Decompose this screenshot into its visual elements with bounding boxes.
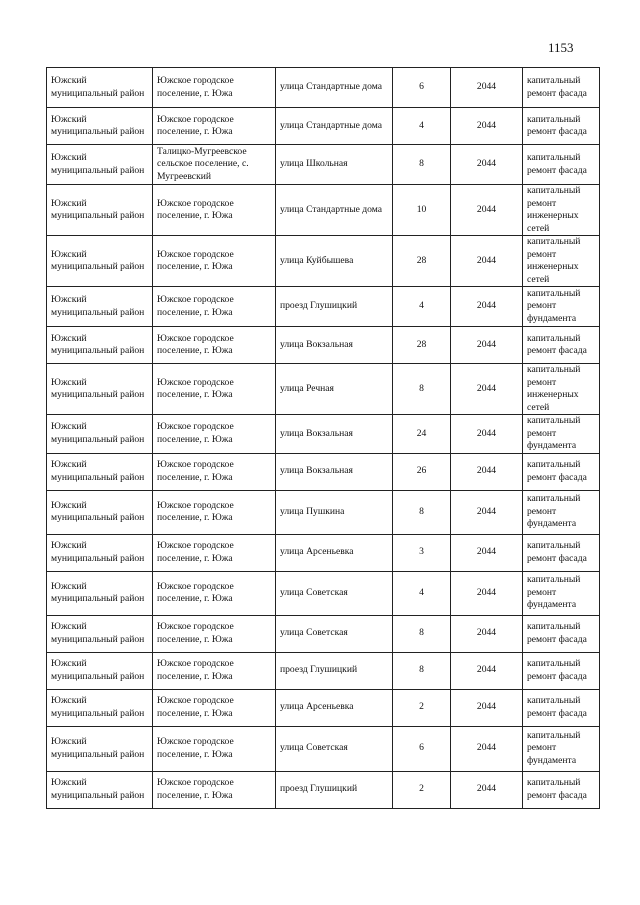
street-cell: улица Вокзальная bbox=[276, 415, 393, 454]
district-cell: Южский муниципальный район bbox=[47, 453, 153, 490]
work-type-cell: капитальный ремонт фасада bbox=[523, 534, 600, 571]
work-type-cell: капитальный ремонт фасада bbox=[523, 327, 600, 364]
house-number-cell: 8 bbox=[393, 652, 451, 689]
work-type-cell: капитальный ремонт фасада bbox=[523, 771, 600, 808]
district-cell: Южский муниципальный район bbox=[47, 615, 153, 652]
settlement-cell: Южское городское поселение, г. Южа bbox=[153, 287, 276, 327]
street-cell: улица Вокзальная bbox=[276, 453, 393, 490]
district-cell: Южский муниципальный район bbox=[47, 145, 153, 185]
house-number-cell: 4 bbox=[393, 287, 451, 327]
district-cell: Южский муниципальный район bbox=[47, 68, 153, 108]
year-cell: 2044 bbox=[451, 771, 523, 808]
settlement-cell: Южское городское поселение, г. Южа bbox=[153, 185, 276, 236]
street-cell: улица Куйбышева bbox=[276, 236, 393, 287]
work-type-cell: капитальный ремонт фасада bbox=[523, 652, 600, 689]
work-type-cell: капитальный ремонт фасада bbox=[523, 108, 600, 145]
table-row bbox=[47, 327, 600, 364]
work-type-cell: капитальный ремонт фундамента bbox=[523, 490, 600, 534]
district-cell: Южский муниципальный район bbox=[47, 364, 153, 415]
table-body bbox=[47, 68, 600, 809]
settlement-cell: Южское городское поселение, г. Южа bbox=[153, 490, 276, 534]
street-cell: улица Арсеньевка bbox=[276, 689, 393, 726]
year-cell: 2044 bbox=[451, 236, 523, 287]
settlement-cell: Южское городское поселение, г. Южа bbox=[153, 726, 276, 771]
settlement-cell: Южское городское поселение, г. Южа bbox=[153, 534, 276, 571]
street-cell: улица Советская bbox=[276, 571, 393, 615]
table-row bbox=[47, 534, 600, 571]
street-cell: улица Стандартные дома bbox=[276, 68, 393, 108]
table-row bbox=[47, 364, 600, 415]
settlement-cell: Южское городское поселение, г. Южа bbox=[153, 689, 276, 726]
year-cell: 2044 bbox=[451, 108, 523, 145]
repair-schedule-table bbox=[46, 67, 600, 809]
table-row bbox=[47, 185, 600, 236]
house-number-cell: 6 bbox=[393, 68, 451, 108]
year-cell: 2044 bbox=[451, 364, 523, 415]
table-row bbox=[47, 68, 600, 108]
year-cell: 2044 bbox=[451, 287, 523, 327]
year-cell: 2044 bbox=[451, 726, 523, 771]
settlement-cell: Талицко-Мугреевское сельское поселение, с. Мугреевский bbox=[153, 145, 276, 185]
district-cell: Южский муниципальный район bbox=[47, 726, 153, 771]
work-type-cell: капитальный ремонт фундамента bbox=[523, 415, 600, 454]
year-cell: 2044 bbox=[451, 145, 523, 185]
district-cell: Южский муниципальный район bbox=[47, 490, 153, 534]
table-row bbox=[47, 689, 600, 726]
house-number-cell: 2 bbox=[393, 771, 451, 808]
table-row bbox=[47, 771, 600, 808]
house-number-cell: 6 bbox=[393, 726, 451, 771]
year-cell: 2044 bbox=[451, 615, 523, 652]
district-cell: Южский муниципальный район bbox=[47, 652, 153, 689]
street-cell: улица Пушкина bbox=[276, 490, 393, 534]
year-cell: 2044 bbox=[451, 68, 523, 108]
district-cell: Южский муниципальный район bbox=[47, 571, 153, 615]
year-cell: 2044 bbox=[451, 453, 523, 490]
settlement-cell: Южское городское поселение, г. Южа bbox=[153, 236, 276, 287]
year-cell: 2044 bbox=[451, 327, 523, 364]
settlement-cell: Южское городское поселение, г. Южа bbox=[153, 652, 276, 689]
district-cell: Южский муниципальный район bbox=[47, 185, 153, 236]
year-cell: 2044 bbox=[451, 185, 523, 236]
work-type-cell: капитальный ремонт фундамента bbox=[523, 726, 600, 771]
house-number-cell: 8 bbox=[393, 364, 451, 415]
settlement-cell: Южское городское поселение, г. Южа bbox=[153, 453, 276, 490]
house-number-cell: 3 bbox=[393, 534, 451, 571]
street-cell: улица Советская bbox=[276, 726, 393, 771]
settlement-cell: Южское городское поселение, г. Южа bbox=[153, 108, 276, 145]
house-number-cell: 8 bbox=[393, 615, 451, 652]
table-row bbox=[47, 236, 600, 287]
district-cell: Южский муниципальный район bbox=[47, 108, 153, 145]
street-cell: улица Арсеньевка bbox=[276, 534, 393, 571]
street-cell: улица Советская bbox=[276, 615, 393, 652]
table-row bbox=[47, 415, 600, 454]
district-cell: Южский муниципальный район bbox=[47, 689, 153, 726]
table-row bbox=[47, 571, 600, 615]
district-cell: Южский муниципальный район bbox=[47, 771, 153, 808]
street-cell: улица Стандартные дома bbox=[276, 185, 393, 236]
house-number-cell: 26 bbox=[393, 453, 451, 490]
settlement-cell: Южское городское поселение, г. Южа bbox=[153, 327, 276, 364]
table-row bbox=[47, 652, 600, 689]
street-cell: улица Стандартные дома bbox=[276, 108, 393, 145]
street-cell: проезд Глушицкий bbox=[276, 771, 393, 808]
house-number-cell: 8 bbox=[393, 145, 451, 185]
page-number: 1153 bbox=[548, 40, 574, 55]
street-cell: проезд Глушицкий bbox=[276, 287, 393, 327]
district-cell: Южский муниципальный район bbox=[47, 415, 153, 454]
house-number-cell: 2 bbox=[393, 689, 451, 726]
year-cell: 2044 bbox=[451, 689, 523, 726]
work-type-cell: капитальный ремонт фасада bbox=[523, 689, 600, 726]
district-cell: Южский муниципальный район bbox=[47, 327, 153, 364]
street-cell: улица Речная bbox=[276, 364, 393, 415]
street-cell: проезд Глушицкий bbox=[276, 652, 393, 689]
work-type-cell: капитальный ремонт инженерных сетей bbox=[523, 185, 600, 236]
work-type-cell: капитальный ремонт инженерных сетей bbox=[523, 364, 600, 415]
settlement-cell: Южское городское поселение, г. Южа bbox=[153, 771, 276, 808]
settlement-cell: Южское городское поселение, г. Южа bbox=[153, 415, 276, 454]
district-cell: Южский муниципальный район bbox=[47, 287, 153, 327]
table-row bbox=[47, 726, 600, 771]
year-cell: 2044 bbox=[451, 652, 523, 689]
district-cell: Южский муниципальный район bbox=[47, 236, 153, 287]
work-type-cell: капитальный ремонт инженерных сетей bbox=[523, 236, 600, 287]
street-cell: улица Вокзальная bbox=[276, 327, 393, 364]
year-cell: 2044 bbox=[451, 571, 523, 615]
house-number-cell: 8 bbox=[393, 490, 451, 534]
settlement-cell: Южское городское поселение, г. Южа bbox=[153, 68, 276, 108]
table-row bbox=[47, 490, 600, 534]
table-row bbox=[47, 453, 600, 490]
work-type-cell: капитальный ремонт фундамента bbox=[523, 287, 600, 327]
district-cell: Южский муниципальный район bbox=[47, 534, 153, 571]
year-cell: 2044 bbox=[451, 490, 523, 534]
work-type-cell: капитальный ремонт фасада bbox=[523, 145, 600, 185]
house-number-cell: 24 bbox=[393, 415, 451, 454]
settlement-cell: Южское городское поселение, г. Южа bbox=[153, 364, 276, 415]
settlement-cell: Южское городское поселение, г. Южа bbox=[153, 615, 276, 652]
year-cell: 2044 bbox=[451, 534, 523, 571]
work-type-cell: капитальный ремонт фасада bbox=[523, 615, 600, 652]
table-row bbox=[47, 108, 600, 145]
year-cell: 2044 bbox=[451, 415, 523, 454]
house-number-cell: 4 bbox=[393, 571, 451, 615]
house-number-cell: 28 bbox=[393, 327, 451, 364]
work-type-cell: капитальный ремонт фасада bbox=[523, 453, 600, 490]
settlement-cell: Южское городское поселение, г. Южа bbox=[153, 571, 276, 615]
house-number-cell: 4 bbox=[393, 108, 451, 145]
table-row bbox=[47, 287, 600, 327]
house-number-cell: 10 bbox=[393, 185, 451, 236]
table-row bbox=[47, 615, 600, 652]
work-type-cell: капитальный ремонт фундамента bbox=[523, 571, 600, 615]
house-number-cell: 28 bbox=[393, 236, 451, 287]
street-cell: улица Школьная bbox=[276, 145, 393, 185]
work-type-cell: капитальный ремонт фасада bbox=[523, 68, 600, 108]
table-row bbox=[47, 145, 600, 185]
